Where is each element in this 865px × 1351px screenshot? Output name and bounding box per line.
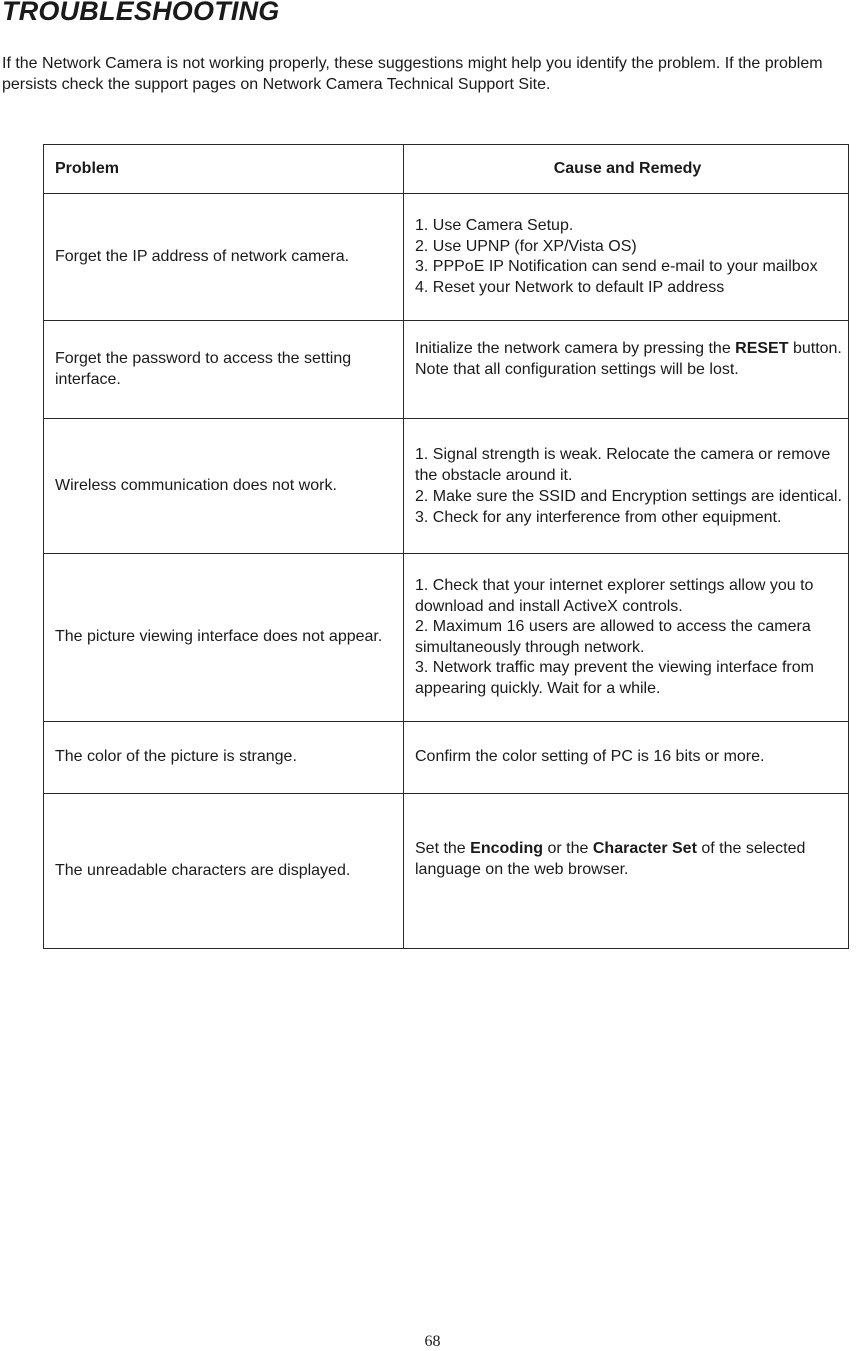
remedy-cell: Confirm the color setting of PC is 16 bits or more. <box>404 722 849 794</box>
page-title: TROUBLESHOOTING <box>2 0 280 26</box>
remedy-line: 3. Check for any interference from other equipment. <box>415 509 782 526</box>
remedy-line: 1. Use Camera Setup. <box>415 217 574 234</box>
remedy-text: button. Note that all configuration settings will be lost. <box>415 340 842 378</box>
table-header-row <box>44 145 849 194</box>
page-number: 68 <box>424 1333 441 1350</box>
problem-cell: The color of the picture is strange. <box>44 722 404 794</box>
remedy-text: Set the <box>415 840 471 857</box>
troubleshooting-table <box>43 144 849 949</box>
header-problem: Problem <box>44 145 404 194</box>
remedy-line: 4. Reset your Network to default IP address <box>415 278 725 296</box>
problem-cell: Forget the IP address of network camera. <box>44 194 404 321</box>
remedy-line: 1. Check that your internet explorer settings allow you to download and install ActiveX controls. <box>415 577 814 615</box>
remedy-line: 2. Make sure the SSID and Encryption settings are identical. <box>415 488 842 505</box>
header-cause-remedy: Cause and Remedy <box>404 145 849 194</box>
reset-keyword: RESET <box>735 340 789 357</box>
remedy-line: 2. Maximum 16 users are allowed to access the camera simultaneously through network. <box>415 618 811 656</box>
table-row <box>44 419 849 554</box>
remedy-cell <box>404 419 849 554</box>
problem-cell: Wireless communication does not work. <box>44 419 404 554</box>
remedy-line: 3. PPPoE IP Notification can send e-mail to your mailbox <box>415 258 818 275</box>
problem-cell: The unreadable characters are displayed. <box>44 794 404 949</box>
table-row <box>44 722 849 794</box>
remedy-text: of the selected language on the web browser. <box>415 840 806 878</box>
remedy-cell <box>404 794 849 949</box>
encoding-keyword: Encoding <box>470 840 544 857</box>
table-row <box>44 794 849 949</box>
problem-cell: Forget the password to access the setting interface. <box>44 321 404 419</box>
character-set-keyword: Character Set <box>592 840 697 857</box>
remedy-line: 2. Use UPNP (for XP/Vista OS) <box>415 237 637 255</box>
remedy-text: Initialize the network camera by pressing the <box>415 340 736 357</box>
remedy-text: or the <box>543 840 593 857</box>
problem-cell: The picture viewing interface does not appear. <box>44 554 404 722</box>
table-row <box>44 554 849 722</box>
intro-paragraph: If the Network Camera is not working properly, these suggestions might help you identify the problem. If the problem persists check the support pages on Network Camera Technical Support Site. <box>2 55 823 93</box>
table-row <box>44 194 849 321</box>
remedy-cell <box>404 321 849 419</box>
remedy-line: 1. Signal strength is weak. Relocate the camera or remove the obstacle around it. <box>415 446 831 484</box>
table-row <box>44 321 849 419</box>
remedy-line: 3. Network traffic may prevent the viewing interface from appearing quickly. Wait for a while. <box>415 659 814 697</box>
remedy-cell <box>404 554 849 722</box>
remedy-cell <box>404 194 849 321</box>
